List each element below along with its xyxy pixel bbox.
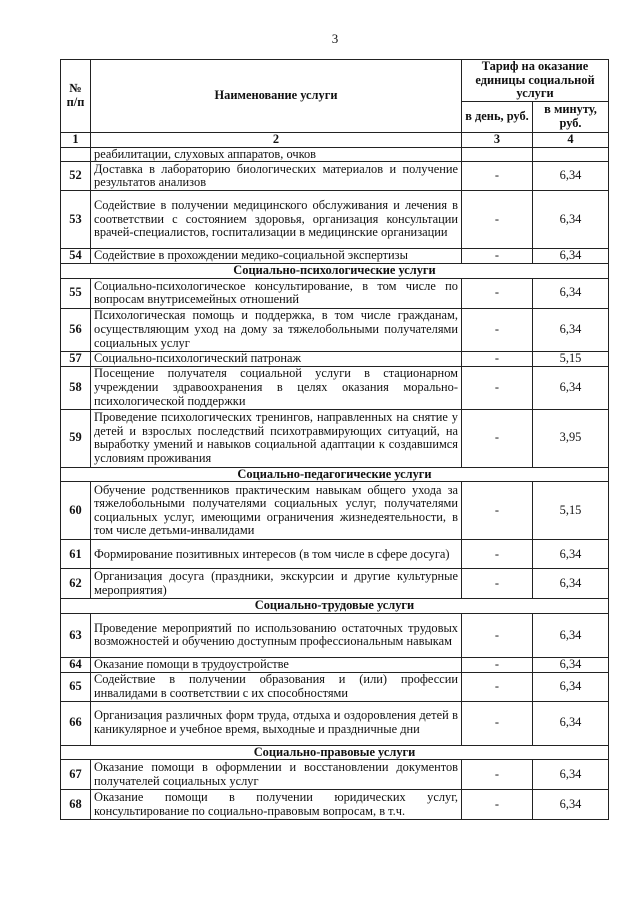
table-row <box>61 278 609 308</box>
service-name: Содействие в прохождении медико-социальной экспертизы <box>91 249 462 264</box>
service-name: Организация различных форм труда, отдыха и оздоровления детей в каникулярное и учебное время, выходные и праздничные дни <box>91 701 462 745</box>
tariff-per-minute: 3,95 <box>533 409 609 467</box>
tariff-per-day: - <box>462 308 533 351</box>
tariff-per-day: - <box>462 162 533 191</box>
row-number: 55 <box>61 278 91 308</box>
table-row <box>61 351 609 366</box>
service-name: Психологическая помощь и поддержка, в том числе гражданам, осуществляющим уход на дому за тяжелобольными получателями социальных услуг <box>91 308 462 351</box>
header-per-minute: в минуту, руб. <box>533 102 609 133</box>
service-name: Организация досуга (праздники, экскурсии и другие культурные мероприятия) <box>91 569 462 599</box>
service-name: Оказание помощи в оформлении и восстановлении документов получателей социальных услуг <box>91 760 462 790</box>
row-number: 67 <box>61 760 91 790</box>
service-name: Обучение родственников практическим навыкам общего ухода за тяжелобольными получателями социальных услуг, получателями социальных услуг, имеющими ограничения жизнедеятельности, в том числе детьми-инвалидами <box>91 482 462 540</box>
tariff-per-day: - <box>462 790 533 820</box>
tariff-per-minute: 6,34 <box>533 569 609 599</box>
service-name: Проведение мероприятий по использованию остаточных трудовых возможностей и обучению доступным профессиональным навыкам <box>91 613 462 657</box>
tariff-per-day: - <box>462 760 533 790</box>
service-name: Содействие в получении медицинского обслуживания и лечения в соответствии с состоянием здоровья, организация консультации врачей-специалистов, госпитализации в медицинские организации <box>91 191 462 249</box>
table-row <box>61 672 609 701</box>
service-name: реабилитации, слуховых аппаратов, очков <box>91 147 462 162</box>
table-row <box>61 701 609 745</box>
section-title: Социально-психологические услуги <box>61 264 609 279</box>
tariff-per-minute <box>533 147 609 162</box>
tariff-per-minute: 6,34 <box>533 249 609 264</box>
table-row <box>61 308 609 351</box>
service-name: Социально-психологический патронаж <box>91 351 462 366</box>
table-row <box>61 249 609 264</box>
table-row <box>61 409 609 467</box>
column-number: 3 <box>462 133 533 148</box>
service-name: Формирование позитивных интересов (в том числе в сфере досуга) <box>91 540 462 569</box>
tariff-per-day: - <box>462 351 533 366</box>
table-row <box>61 569 609 599</box>
row-number: 60 <box>61 482 91 540</box>
tariff-per-day: - <box>462 701 533 745</box>
tariff-per-minute: 6,34 <box>533 278 609 308</box>
tariff-per-day: - <box>462 672 533 701</box>
service-name: Оказание помощи в получении юридических услуг, консультирование по социально-правовым вопросам, в т.ч. <box>91 790 462 820</box>
row-number: 63 <box>61 613 91 657</box>
table-row <box>61 191 609 249</box>
service-name: Посещение получателя социальной услуги в стационарном учреждении здравоохранения в целях оказания морально-психологической поддержки <box>91 366 462 409</box>
tariff-table <box>60 59 609 820</box>
table-row <box>61 540 609 569</box>
row-number: 64 <box>61 657 91 672</box>
row-number: 54 <box>61 249 91 264</box>
tariff-per-day: - <box>462 482 533 540</box>
tariff-per-day: - <box>462 657 533 672</box>
tariff-per-minute: 6,34 <box>533 701 609 745</box>
table-row <box>61 162 609 191</box>
tariff-per-day: - <box>462 249 533 264</box>
section-header-row <box>61 467 609 482</box>
tariff-per-minute: 6,34 <box>533 657 609 672</box>
service-name: Социально-психологическое консультирование, в том числе по вопросам внутрисемейных отношений <box>91 278 462 308</box>
row-number: 52 <box>61 162 91 191</box>
row-number: 68 <box>61 790 91 820</box>
tariff-per-minute: 6,34 <box>533 790 609 820</box>
tariff-per-minute: 5,15 <box>533 482 609 540</box>
section-header-row <box>61 264 609 279</box>
continuation-row <box>61 147 609 162</box>
row-number: 53 <box>61 191 91 249</box>
service-name: Содействие в получении образования и (или) профессии инвалидами в соответствии с их способностями <box>91 672 462 701</box>
tariff-per-day: - <box>462 191 533 249</box>
table-row <box>61 366 609 409</box>
tariff-per-minute: 5,15 <box>533 351 609 366</box>
tariff-per-day: - <box>462 278 533 308</box>
column-number: 2 <box>91 133 462 148</box>
table-row <box>61 482 609 540</box>
section-title: Социально-педагогические услуги <box>61 467 609 482</box>
tariff-per-minute: 6,34 <box>533 308 609 351</box>
row-number: 57 <box>61 351 91 366</box>
row-number <box>61 147 91 162</box>
service-name: Оказание помощи в трудоустройстве <box>91 657 462 672</box>
tariff-per-minute: 6,34 <box>533 540 609 569</box>
table-row <box>61 790 609 820</box>
table-row <box>61 760 609 790</box>
row-number: 65 <box>61 672 91 701</box>
tariff-per-minute: 6,34 <box>533 366 609 409</box>
tariff-per-minute: 6,34 <box>533 162 609 191</box>
tariff-per-day: - <box>462 540 533 569</box>
table-row <box>61 613 609 657</box>
tariff-per-day <box>462 147 533 162</box>
column-number: 4 <box>533 133 609 148</box>
tariff-per-minute: 6,34 <box>533 672 609 701</box>
tariff-per-minute: 6,34 <box>533 191 609 249</box>
column-number: 1 <box>61 133 91 148</box>
row-number: 61 <box>61 540 91 569</box>
header-per-day: в день, руб. <box>462 102 533 133</box>
tariff-per-day: - <box>462 409 533 467</box>
row-number: 59 <box>61 409 91 467</box>
row-number: 56 <box>61 308 91 351</box>
header-num: № п/п <box>61 60 91 133</box>
row-number: 62 <box>61 569 91 599</box>
header-tariff: Тариф на оказание единицы социальной услуги <box>462 60 609 102</box>
tariff-per-day: - <box>462 613 533 657</box>
row-number: 66 <box>61 701 91 745</box>
tariff-per-day: - <box>462 366 533 409</box>
section-header-row <box>61 599 609 614</box>
section-header-row <box>61 745 609 760</box>
tariff-per-minute: 6,34 <box>533 760 609 790</box>
section-title: Социально-правовые услуги <box>61 745 609 760</box>
service-name: Проведение психологических тренингов, направленных на снятие у детей и взрослых последствий психотравмирующих ситуаций, на выработку умений и навыков социальной адаптации к создавшимся условиям проживания <box>91 409 462 467</box>
header-service-name: Наименование услуги <box>91 60 462 133</box>
table-body <box>61 147 609 820</box>
table-row <box>61 657 609 672</box>
tariff-per-minute: 6,34 <box>533 613 609 657</box>
page-number: 3 <box>331 31 339 46</box>
service-name: Доставка в лабораторию биологических материалов и получение результатов анализов <box>91 162 462 191</box>
row-number: 58 <box>61 366 91 409</box>
section-title: Социально-трудовые услуги <box>61 599 609 614</box>
tariff-per-day: - <box>462 569 533 599</box>
